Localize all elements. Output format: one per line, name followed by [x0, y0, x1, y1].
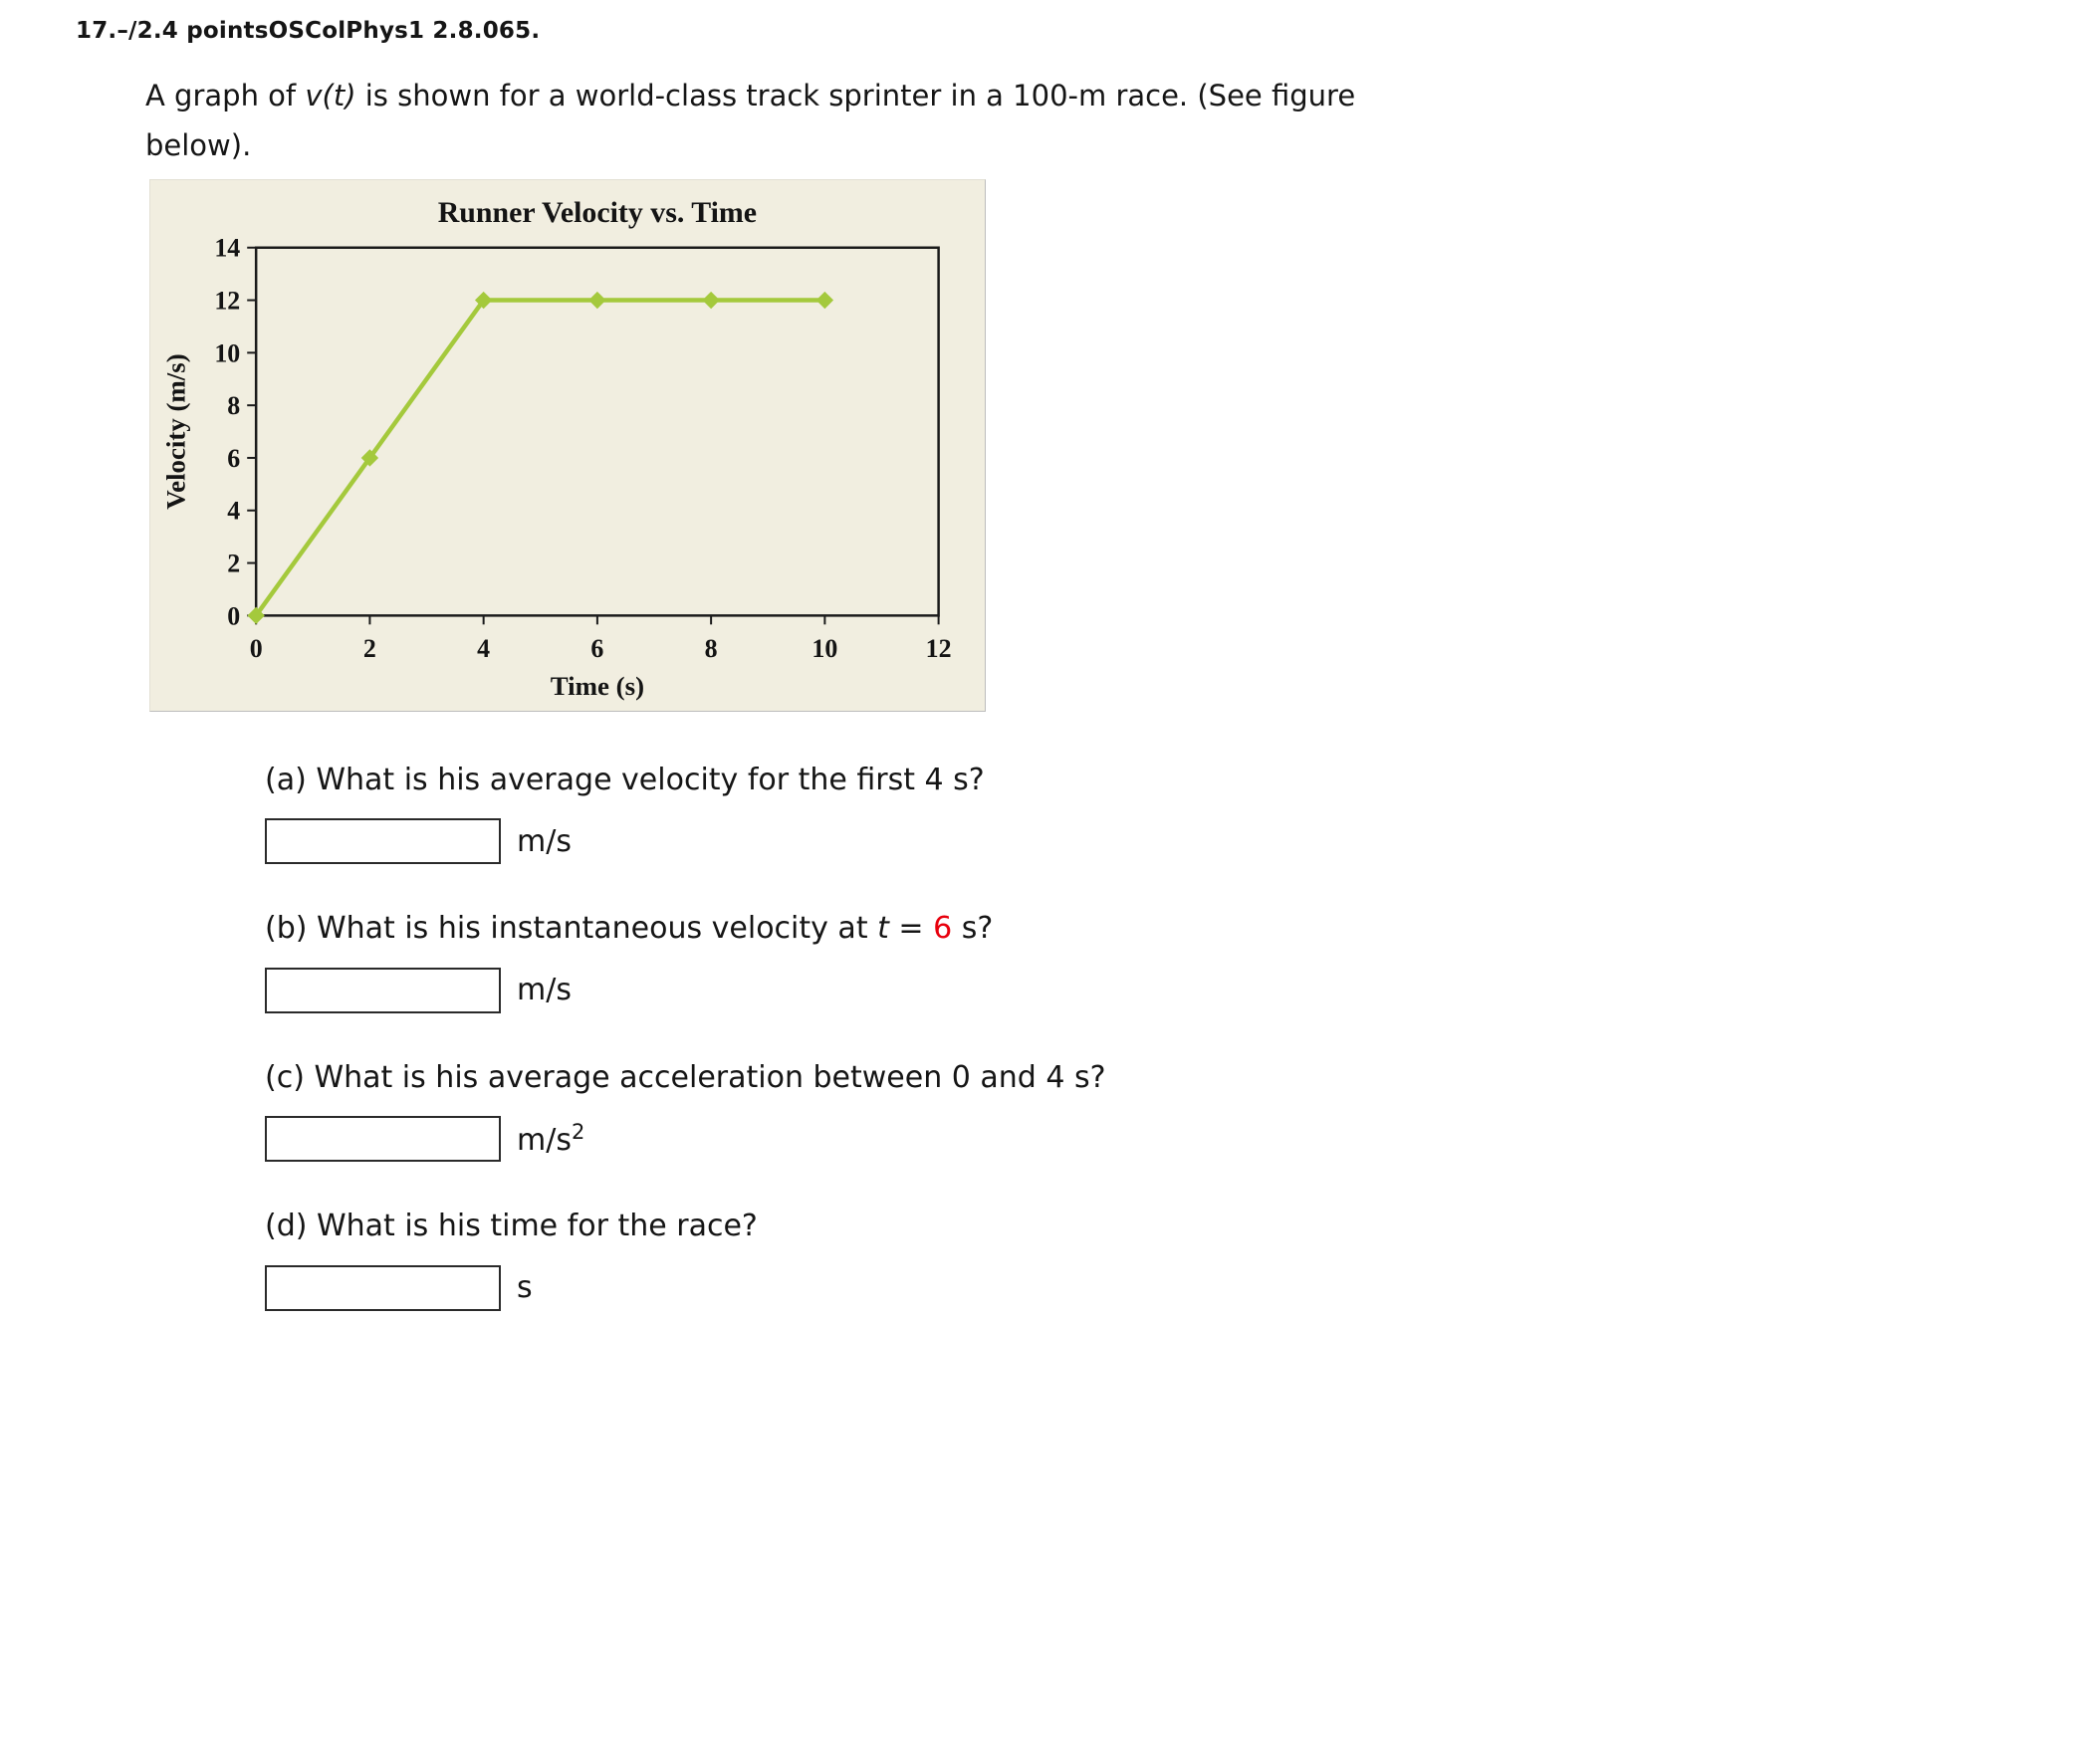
svg-text:8: 8: [227, 390, 241, 420]
question-d: [265, 1208, 2088, 1311]
svg-text:4: 4: [477, 633, 491, 663]
svg-text:8: 8: [704, 633, 718, 663]
svg-text:Velocity (m/s): Velocity (m/s): [160, 353, 191, 510]
question-b-variable: t: [877, 911, 889, 947]
question-a-text: (a) What is his average velocity for the first 4 s?: [265, 762, 985, 797]
question-c-answer-row: [265, 1116, 2088, 1162]
question-c-label: (c): [265, 1059, 305, 1095]
question-a: [265, 762, 2088, 865]
question-b-highlight-value: 6: [933, 911, 953, 947]
svg-text:14: 14: [214, 233, 241, 263]
svg-text:4: 4: [227, 496, 241, 526]
unit-label-a: m/s: [517, 823, 572, 859]
problem-text-post: is shown for a world-class track sprinter in a 100-m race. (See figure: [355, 79, 1356, 112]
unit-label-b: m/s: [517, 973, 572, 1008]
svg-text:10: 10: [812, 633, 838, 663]
unit-label-d: s: [517, 1270, 533, 1306]
question-number: 17.: [76, 18, 117, 44]
question-a-label: (a): [265, 762, 307, 797]
svg-text:0: 0: [227, 601, 241, 631]
question-d-text: (d) What is his time for the race?: [265, 1209, 758, 1244]
svg-text:2: 2: [362, 633, 376, 663]
svg-text:Time (s): Time (s): [550, 670, 645, 701]
question-c-text: (c) What is his average acceleration between 0 and 4 s?: [265, 1059, 1106, 1095]
svg-text:2: 2: [227, 549, 241, 578]
problem-text-line2: below).: [145, 127, 252, 162]
problem-variable: v(t): [305, 79, 356, 112]
question-c: [265, 1059, 2088, 1163]
answer-input-c[interactable]: [265, 1116, 501, 1162]
question-points: –/2.4 points: [116, 18, 269, 44]
answer-input-a[interactable]: [265, 818, 501, 864]
question-d-answer-row: [265, 1265, 2088, 1311]
answer-input-b[interactable]: [265, 968, 501, 1013]
question-source: OSColPhys1 2.8.065.: [268, 18, 541, 44]
question-d-label: (d): [265, 1209, 308, 1244]
svg-text:6: 6: [590, 633, 604, 663]
svg-text:6: 6: [227, 443, 241, 473]
questions-list: [265, 762, 2088, 1311]
question-b-answer-row: [265, 968, 2088, 1013]
answer-input-d[interactable]: [265, 1265, 501, 1311]
question-b-label: (b): [265, 911, 308, 947]
svg-text:12: 12: [925, 633, 952, 663]
svg-text:Runner Velocity vs. Time: Runner Velocity vs. Time: [437, 195, 758, 229]
unit-superscript-c: 2: [571, 1120, 585, 1145]
unit-label-c: $m/s^2$: [517, 1120, 585, 1159]
velocity-time-chart: [150, 180, 985, 711]
problem-text-pre: A graph of: [145, 79, 306, 112]
question-header: [0, 0, 2088, 44]
svg-text:0: 0: [249, 633, 263, 663]
question-b: [265, 910, 2088, 1013]
problem-statement: [145, 72, 1639, 171]
question-b-text: (b) What is his instantaneous velocity at t = 6 s?: [265, 911, 994, 947]
question-a-answer-row: [265, 818, 2088, 864]
svg-text:12: 12: [214, 286, 241, 316]
svg-text:10: 10: [214, 338, 241, 368]
chart-figure: [149, 179, 986, 712]
